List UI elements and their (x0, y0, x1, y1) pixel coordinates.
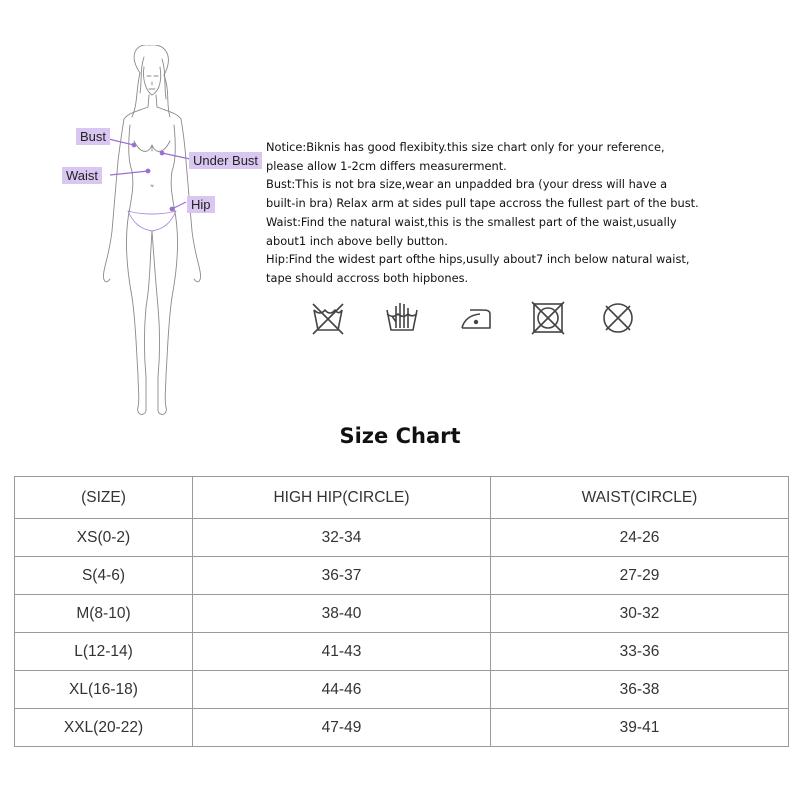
waist-cell: 24-26 (491, 519, 789, 557)
measurement-notice (266, 138, 736, 288)
waist-cell: 33-36 (491, 633, 789, 671)
high-hip-cell: 47-49 (193, 709, 491, 747)
waist-label: Waist (62, 167, 102, 184)
do-not-tumble-dry-icon (528, 298, 568, 338)
size-chart-table (14, 476, 789, 747)
size-cell: S(4-6) (15, 557, 193, 595)
do-not-wash-icon (308, 298, 348, 338)
table-row (15, 557, 789, 595)
notice-line: please allow 1-2cm differs measurerment. (266, 158, 507, 173)
table-row (15, 595, 789, 633)
table-row (15, 709, 789, 747)
iron-icon (456, 298, 496, 338)
body-measurement-figure (40, 45, 260, 425)
high-hip-cell: 32-34 (193, 519, 491, 557)
bust-label: Bust (76, 128, 110, 145)
size-cell: M(8-10) (15, 595, 193, 633)
column-header-waist: WAIST(CIRCLE) (491, 477, 789, 519)
size-cell: XXL(20-22) (15, 709, 193, 747)
waist-cell: 30-32 (491, 595, 789, 633)
notice-line: Hip:Find the widest part ofthe hips,usully about7 inch below natural waist, (266, 252, 690, 267)
notice-line: built-in bra) Relax arm at sides pull tape accross the fullest part of the bust. (266, 196, 699, 211)
size-chart-title: Size Chart (339, 424, 461, 448)
size-cell: L(12-14) (15, 633, 193, 671)
notice-line: tape should accross both hipbones. (266, 270, 469, 285)
table-row (15, 519, 789, 557)
column-header-size: (SIZE) (15, 477, 193, 519)
notice-line: Waist:Find the natural waist,this is the smallest part of the waist,usually (266, 214, 677, 229)
column-header-high-hip: HIGH HIP(CIRCLE) (193, 477, 491, 519)
hand-wash-icon (382, 298, 422, 338)
high-hip-cell: 41-43 (193, 633, 491, 671)
table-header-row (15, 477, 789, 519)
notice-line: Bust:This is not bra size,wear an unpadded bra (your dress will have a (266, 177, 668, 192)
high-hip-cell: 36-37 (193, 557, 491, 595)
hip-label: Hip (187, 196, 215, 213)
size-cell: XL(16-18) (15, 671, 193, 709)
high-hip-cell: 38-40 (193, 595, 491, 633)
notice-line: Notice:Biknis has good flexibity.this size chart only for your reference, (266, 140, 665, 154)
notice-line: about1 inch above belly button. (266, 233, 448, 248)
waist-cell: 39-41 (491, 709, 789, 747)
table-row (15, 671, 789, 709)
fashion-figure-drawing (40, 45, 260, 425)
high-hip-cell: 44-46 (193, 671, 491, 709)
size-cell: XS(0-2) (15, 519, 193, 557)
waist-cell: 27-29 (491, 557, 789, 595)
waist-cell: 36-38 (491, 671, 789, 709)
under-bust-label: Under Bust (189, 152, 262, 169)
do-not-dry-clean-icon (598, 298, 638, 338)
table-row (15, 633, 789, 671)
